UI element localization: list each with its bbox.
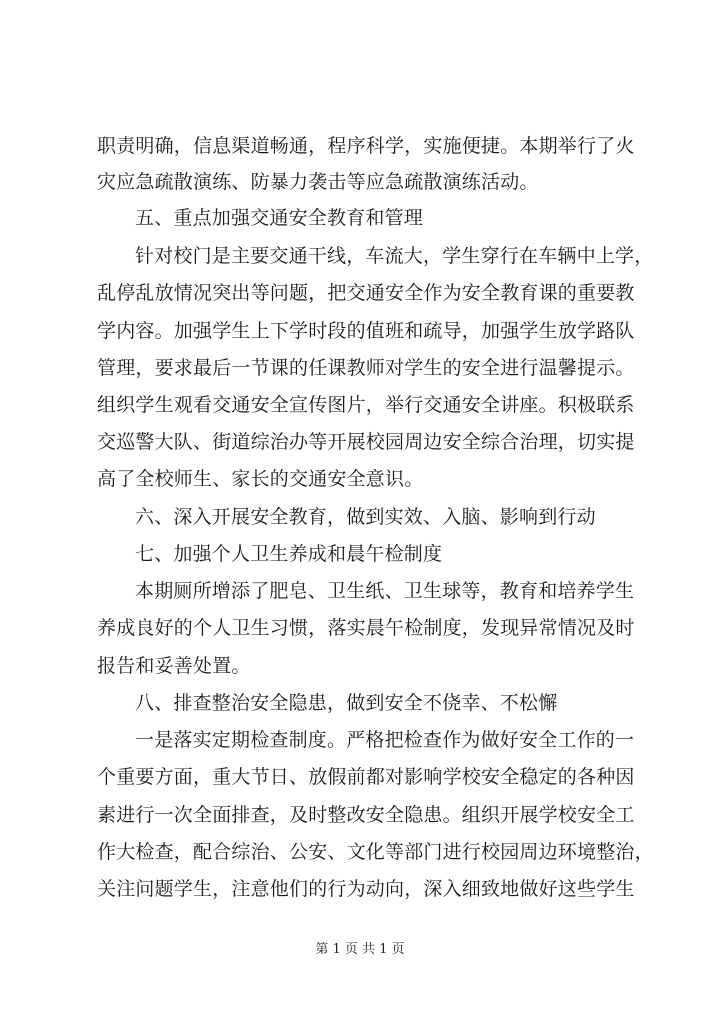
body-text-line: 素进行一次全面排查，及时整改安全隐患。组织开展学校安全工 — [97, 804, 635, 826]
section-heading: 五、重点加强交通安全教育和管理 — [135, 207, 424, 229]
body-text-line: 交巡警大队、街道综治办等开展校园周边安全综合治理，切实提 — [97, 431, 635, 453]
section-heading: 八、排查整治安全隐患，做到安全不侥幸、不松懈 — [135, 692, 558, 714]
section-heading: 六、深入开展安全教育，做到实效、入脑、影响到行动 — [135, 506, 596, 528]
body-text-line: 一是落实定期检查制度。严格把检查作为做好安全工作的一 — [135, 729, 635, 751]
body-text-line: 养成良好的个人卫生习惯，落实晨午检制度，发现异常情况及时 — [97, 617, 635, 639]
body-text-line: 本期厕所增添了肥皂、卫生纸、卫生球等，教育和培养学生 — [135, 580, 635, 602]
body-text-line: 高了全校师生、家长的交通安全意识。 — [97, 468, 424, 490]
section-heading: 七、加强个人卫生养成和晨午检制度 — [135, 543, 443, 565]
page-number-footer: 第 1 页 共 1 页 — [315, 942, 405, 957]
body-text-line: 学内容。加强学生上下学时段的值班和疏导，加强学生放学路队 — [97, 320, 635, 342]
body-text-line: 报告和妥善处置。 — [97, 655, 251, 677]
body-text-line: 管理，要求最后一节课的任课教师对学生的安全进行温馨提示。 — [97, 357, 635, 379]
body-text-line: 个重要方面，重大节日、放假前都对影响学校安全稳定的各种因 — [97, 766, 635, 788]
body-text-line: 灾应急疏散演练、防暴力袭击等应急疏散演练活动。 — [97, 171, 539, 193]
body-text-line: 针对校门是主要交通干线，车流大，学生穿行在车辆中上学， — [135, 245, 654, 267]
body-text-line: 乱停乱放情况突出等问题，把交通安全作为安全教育课的重要教 — [97, 282, 635, 304]
body-text-line: 关注问题学生，注意他们的行为动向，深入细致地做好这些学生 — [97, 878, 635, 900]
body-text-line: 组织学生观看交通安全宣传图片，举行交通安全讲座。积极联系 — [97, 394, 635, 416]
body-text-line: 职责明确，信息渠道畅通，程序科学，实施便捷。本期举行了火 — [97, 135, 635, 157]
body-text-line: 作大检查，配合综治、公安、文化等部门进行校园周边环境整治， — [97, 841, 654, 863]
